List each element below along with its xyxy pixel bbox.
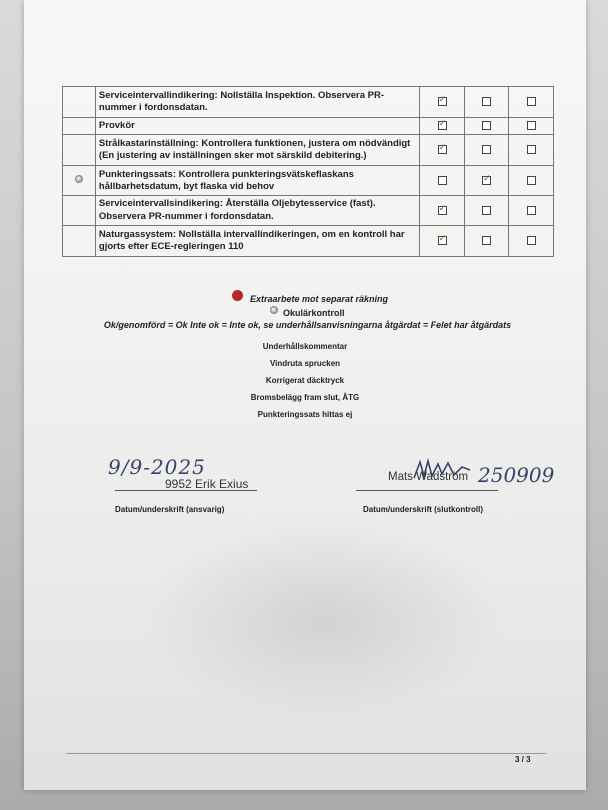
fixed-cell	[509, 87, 554, 118]
handwritten-date-left: 9/9-2025	[108, 455, 206, 479]
extra-work-label: Extraarbete mot separat räkning	[250, 294, 389, 304]
checklist-row	[63, 166, 554, 196]
ok-checkbox[interactable]	[438, 236, 447, 245]
not-ok-checkbox[interactable]	[482, 176, 491, 185]
ok-checkbox[interactable]	[438, 97, 447, 106]
fixed-cell	[509, 135, 554, 166]
not-ok-checkbox[interactable]	[482, 97, 491, 106]
checklist-row	[63, 226, 554, 257]
checklist-row	[63, 196, 554, 226]
page-number: 3 / 3	[515, 755, 531, 764]
not-ok-cell	[465, 226, 509, 257]
row-description: Serviceintervallsindikering: Återställa Oljebytesservice (fast). Observera PR-nummer i fordonsdatan.	[95, 196, 419, 226]
row-description: Punkteringssats: Kontrollera punkteringsvätskeflaskans hållbarhetsdatum, byt flaska vid behov	[95, 166, 419, 196]
comment-line: Vindruta sprucken	[269, 359, 341, 368]
ok-checkbox[interactable]	[438, 121, 447, 130]
fixed-checkbox[interactable]	[527, 145, 536, 154]
ok-cell	[420, 166, 465, 196]
ok-cell	[420, 135, 465, 166]
comment-line: Bromsbelägg fram slut, ÅTG	[250, 393, 360, 402]
checklist-row	[63, 87, 554, 118]
row-marker	[63, 166, 96, 196]
ok-checkbox[interactable]	[438, 206, 447, 215]
ok-cell	[420, 87, 465, 118]
row-marker	[63, 196, 96, 226]
ok-cell	[420, 118, 465, 135]
row-marker	[63, 135, 96, 166]
handwritten-date-right: 250909	[478, 463, 555, 487]
maintenance-comments	[170, 338, 440, 423]
not-ok-checkbox[interactable]	[482, 121, 491, 130]
visual-check-label: Okulärkontroll	[283, 308, 345, 318]
status-legend: Ok/genomförd = Ok Inte ok = Inte ok, se underhållsanvisningarna åtgärdat = Felet har åtgärdats	[103, 320, 512, 330]
not-ok-cell	[465, 196, 509, 226]
not-ok-checkbox[interactable]	[482, 206, 491, 215]
not-ok-checkbox[interactable]	[482, 236, 491, 245]
not-ok-cell	[465, 118, 509, 135]
row-description: Serviceintervallindikering: Nollställa Inspektion. Observera PR-nummer i fordonsdatan.	[95, 87, 419, 118]
paper-shadow	[144, 520, 504, 720]
visual-check-radio-icon	[270, 306, 278, 314]
responsible-name: 9952 Erik Exius	[165, 477, 249, 491]
service-checklist-table	[62, 86, 554, 257]
row-description: Provkör	[95, 118, 419, 135]
extra-work-dot-icon	[232, 290, 243, 301]
fixed-checkbox[interactable]	[527, 121, 536, 130]
signature-line-left	[115, 490, 257, 491]
footer-divider	[66, 753, 546, 754]
ok-checkbox[interactable]	[438, 176, 447, 185]
handwritten-signature-right	[412, 458, 472, 487]
visual-check-radio-icon	[75, 175, 83, 183]
fixed-checkbox[interactable]	[527, 236, 536, 245]
final-check-name: Mats Wadström	[388, 471, 469, 483]
signature-line-right	[356, 490, 498, 491]
row-description: Strålkastarinställning: Kontrollera funktionen, justera om nödvändigt (En justering av inställningen sker mot särskild debitering.)	[95, 135, 419, 166]
row-description: Naturgassystem: Nollställa intervallindikeringen, om en kontroll har gjorts efter ECE-regleringen 110	[95, 226, 419, 257]
fixed-checkbox[interactable]	[527, 176, 536, 185]
checklist-row	[63, 135, 554, 166]
not-ok-cell	[465, 135, 509, 166]
fixed-cell	[509, 118, 554, 135]
fixed-cell	[509, 196, 554, 226]
fixed-cell	[509, 166, 554, 196]
row-marker	[63, 226, 96, 257]
not-ok-checkbox[interactable]	[482, 145, 491, 154]
row-marker	[63, 118, 96, 135]
comments-heading: Underhållskommentar	[262, 342, 348, 351]
fixed-checkbox[interactable]	[527, 97, 536, 106]
comment-line: Punkteringssats hittas ej	[257, 410, 353, 419]
ok-cell	[420, 226, 465, 257]
fixed-cell	[509, 226, 554, 257]
signature-label-left: Datum/underskrift (ansvarig)	[115, 505, 225, 514]
signature-scribble-icon	[412, 458, 472, 482]
fixed-checkbox[interactable]	[527, 206, 536, 215]
ok-cell	[420, 196, 465, 226]
checklist-row	[63, 118, 554, 135]
comment-line: Korrigerat däcktryck	[265, 376, 345, 385]
ok-checkbox[interactable]	[438, 145, 447, 154]
signature-label-right: Datum/underskrift (slutkontroll)	[363, 505, 484, 514]
not-ok-cell	[465, 166, 509, 196]
row-marker	[63, 87, 96, 118]
not-ok-cell	[465, 87, 509, 118]
